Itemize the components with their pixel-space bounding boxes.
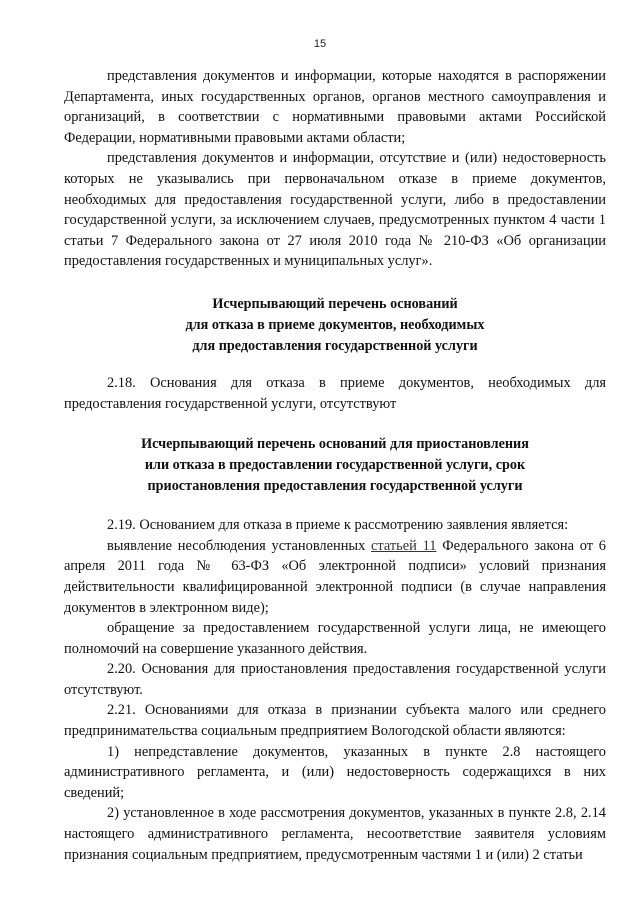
heading-line: приостановления предоставления государственной услуги xyxy=(147,478,523,495)
section-heading xyxy=(64,294,606,357)
heading-line: Исчерпывающий перечень оснований для приостановления xyxy=(141,436,529,453)
paragraph: представления документов и информации, отсутствие и (или) недостоверность которых не указывались при первоначальном отказе в приеме документов, необходимых для предоставления государственной услуги, либо в предоставлении государственной услуги, за исключением случаев, предусмотренных пунктом 4 части 1 статьи 7 Федерального закона от 27 июля 2010 года № 210-ФЗ «Об организации предоставления государственных и муниципальных услуг». xyxy=(64,150,606,270)
law-article-link[interactable]: статьей 11 xyxy=(371,537,437,554)
list-item: 2) установленное в ходе рассмотрения документов, указанных в пункте 2.8, 2.14 настоящего административного регламента, несоответствие заявителя условиям признания социальным предприятием, предусмотренным частями 1 и (или) 2 статьи xyxy=(64,805,606,863)
section-heading xyxy=(64,434,606,497)
paragraph-2-21: 2.21. Основаниями для отказа в признании субъекта малого или среднего предпринимательства социальным предприятием Вологодской области являются: xyxy=(64,702,606,740)
page-number: 15 xyxy=(313,38,327,50)
heading-line: Исчерпывающий перечень оснований xyxy=(212,295,458,312)
paragraph-text: Федерального закона от 6 апреля 2011 года № 63-ФЗ «Об электронной подписи» условий признания действительности квалифицированной электронной подписи (в случае направления документов в электронном виде); xyxy=(64,537,606,616)
heading-line: для отказа в приеме документов, необходимых xyxy=(185,316,485,333)
heading-line: или отказа в предоставлении государственной услуги, срок xyxy=(144,457,526,474)
paragraph-signature-validation xyxy=(64,536,606,618)
paragraph-2-20: 2.20. Основания для приостановления предоставления государственной услуги отсутствуют. xyxy=(64,661,606,698)
heading-line: для предоставления государственной услуги xyxy=(192,337,478,354)
paragraph-text: выявление несоблюдения установленных xyxy=(107,537,372,554)
paragraph: представления документов и информации, которые находятся в распоряжении Департамента, иных государственных органов, органов местного самоуправления и организаций, в соответствии с нормативными правовыми актами Российской Федерации, нормативными правовыми актами области; xyxy=(64,68,606,146)
list-item: 1) непредставление документов, указанных в пункте 2.8 настоящего административного регламента, и (или) недостоверность содержащихся в них сведений; xyxy=(64,743,606,801)
paragraph-2-19: 2.19. Основанием для отказа в приеме к рассмотрению заявления является: xyxy=(107,517,569,534)
document-body xyxy=(64,66,606,865)
paragraph: обращение за предоставлением государственной услуги лица, не имеющего полномочий на совершение указанного действия. xyxy=(64,620,606,657)
paragraph-2-18: 2.18. Основания для отказа в приеме документов, необходимых для предоставления государственной услуги, отсутствуют xyxy=(64,374,606,412)
